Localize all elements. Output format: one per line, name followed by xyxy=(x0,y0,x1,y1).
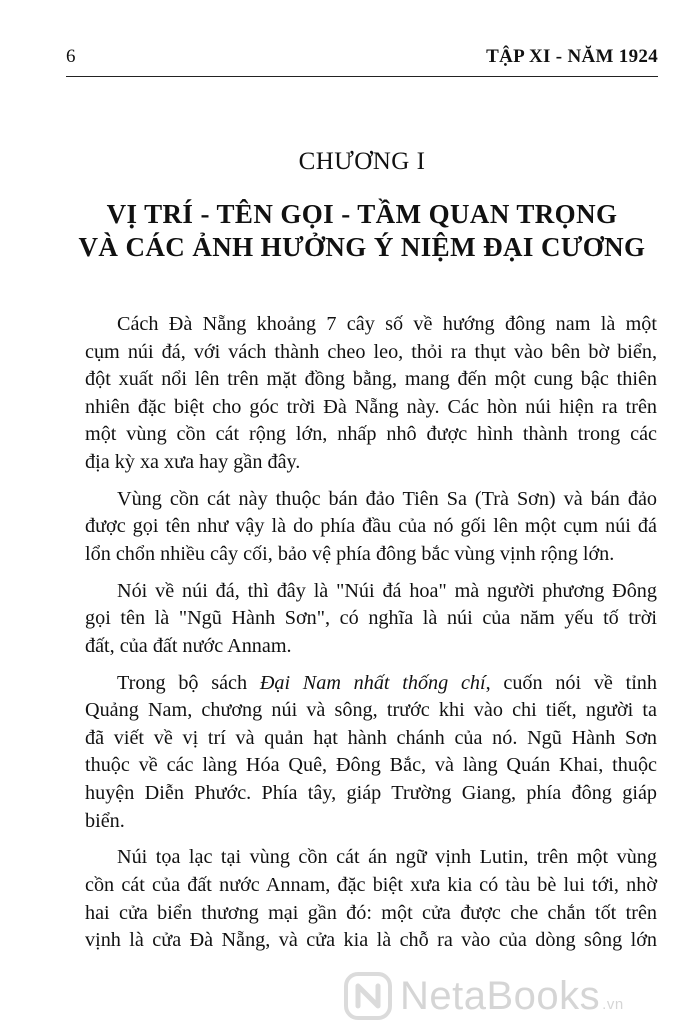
text-line: Nói về núi đá, thì đây là "Núi đá hoa" mà người phương Đông xyxy=(117,579,657,602)
text-line: Quảng Nam, chương núi và sông, trước khi vào chi tiết, người ta xyxy=(85,699,657,722)
page-header xyxy=(66,46,658,72)
text-line: địa kỳ xa xưa hay gần đây. xyxy=(85,450,301,473)
watermark-brand: NetaBooks .vn xyxy=(400,974,624,1018)
header-rule xyxy=(66,76,658,77)
book-title: Đại Nam nhất thống chí xyxy=(259,671,486,694)
text-line: thuộc về các làng Hóa Quê, Đông Bắc, và làng Quán Khai, thuộc xyxy=(85,754,657,777)
text-line: biển. xyxy=(85,809,125,832)
text-line: huyện Diễn Phước. Phía tây, giáp Trường Giang, phía đông giáp xyxy=(85,782,657,805)
text-line: hai cửa biển thương mại gần đó: một cửa được che chắn tốt trên xyxy=(85,901,657,924)
text-line: Cách Đà Nẵng khoảng 7 cây số về hướng đông nam là một xyxy=(117,313,657,335)
paragraph xyxy=(85,844,657,954)
text-line: cụm núi đá, với vách thành cheo leo, thỏi ra thụt vào bên bờ biển, xyxy=(85,340,657,363)
text-line xyxy=(85,670,657,698)
text-segment: Trong bộ sách xyxy=(117,671,260,694)
text-line: Núi tọa lạc tại vùng cồn cát án ngữ vịnh Lutin, trên một vùng xyxy=(117,846,657,869)
body-text xyxy=(85,311,657,955)
text-line: đã viết về vị trí và quản hạt hành chánh của nó. Ngũ Hành Sơn xyxy=(85,726,657,749)
chapter-title-line-1: VỊ TRÍ - TÊN GỌI - TẦM QUAN TRỌNG xyxy=(106,199,618,229)
chapter-label: CHƯƠNG I xyxy=(298,148,426,175)
text-line: vịnh là cửa Đà Nẵng, và cửa kia là chỗ ra vào của dòng sông lớn xyxy=(85,929,657,952)
running-head: TẬP XI - NĂM 1924 xyxy=(486,46,658,67)
paragraph xyxy=(85,311,657,477)
text-line: đột xuất nổi lên trên mặt đồng bằng, mang đến một cung bậc thiên xyxy=(85,368,657,391)
watermark xyxy=(342,968,682,1028)
paragraph xyxy=(85,578,657,661)
text-line: cồn cát của đất nước Annam, đặc biệt xưa kia có tàu bè lui tới, nhờ xyxy=(85,874,657,897)
text-line: gọi tên là "Ngũ Hành Sơn", có nghĩa là núi của năm yếu tố trời xyxy=(85,607,657,630)
text-line: một vùng cồn cát rộng lớn, nhấp nhô được hình thành trong các xyxy=(85,423,657,446)
paragraph xyxy=(85,670,657,836)
chapter-title-line-2: VÀ CÁC ẢNH HƯỞNG Ý NIỆM ĐẠI CƯƠNG xyxy=(78,232,646,262)
text-line: được gọi tên như vậy là do phía đầu của nó gối lên một cụm núi đá xyxy=(85,515,657,538)
text-segment: , cuốn nói về tỉnh xyxy=(485,671,657,694)
text-line: nhiên đặc biệt cho góc trời Đà Nẵng này. Các hòn núi hiện ra trên xyxy=(85,395,657,418)
text-line: đất, của đất nước Annam. xyxy=(85,634,292,657)
page-number: 6 xyxy=(66,46,76,67)
text-line: Vùng cồn cát này thuộc bán đảo Tiên Sa (Trà Sơn) và bán đảo xyxy=(117,487,657,510)
text-line: lổn chổn nhiều cây cối, bảo vệ phía đông bắc vùng vịnh rộng lớn. xyxy=(85,542,615,565)
watermark-suffix: .vn xyxy=(602,996,624,1013)
netabooks-logo-icon xyxy=(342,970,394,1022)
paragraph xyxy=(85,486,657,569)
